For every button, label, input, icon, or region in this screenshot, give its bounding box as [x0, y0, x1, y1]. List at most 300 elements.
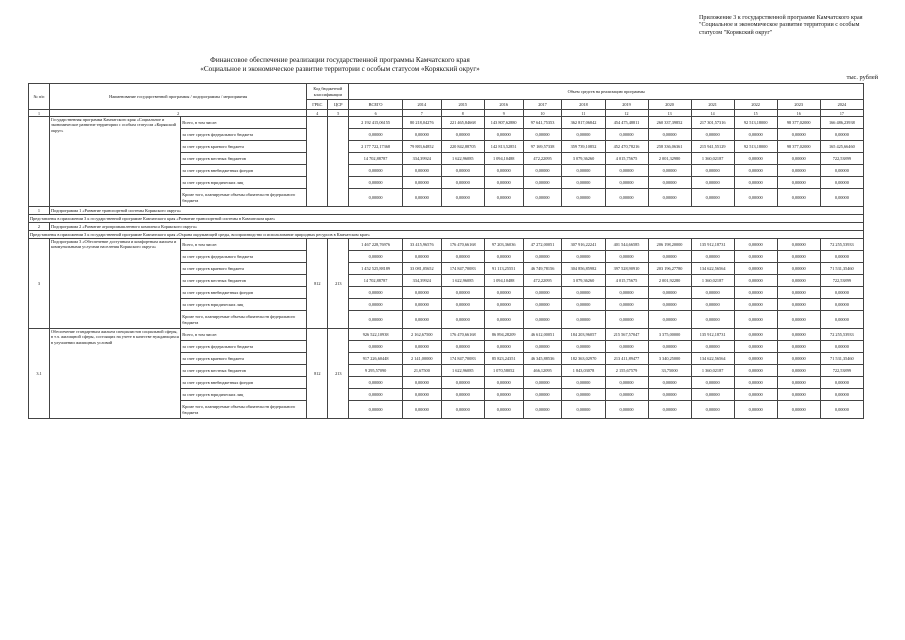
- header-funds: Объем средств на реализацию программы: [349, 84, 864, 100]
- amount-cell: 0,00000: [734, 129, 777, 141]
- amount-cell: 0,00000: [605, 189, 648, 207]
- funding-source: Кроме того, планируемые объемы обязательств федерального бюджета: [181, 189, 307, 207]
- funding-source: за счет средств федерального бюджета: [181, 129, 307, 141]
- csr-code: [328, 117, 349, 207]
- amount-cell: 0,00000: [523, 189, 562, 207]
- amount-cell: 0,00000: [777, 329, 820, 341]
- column-index: 1: [29, 110, 50, 117]
- funding-source: за счет средств краевого бюджета: [181, 263, 307, 275]
- amount-cell: 0,00000: [691, 251, 734, 263]
- amount-cell: 0,00000: [441, 389, 484, 401]
- csr-code: 213: [328, 329, 349, 419]
- funding-source: за счет средств местных бюджетов: [181, 365, 307, 377]
- amount-cell: 0,00000: [648, 251, 691, 263]
- amount-cell: 401 544,66585: [605, 239, 648, 251]
- amount-cell: 0,00000: [648, 377, 691, 389]
- column-index: 4: [307, 110, 328, 117]
- row-number: 1: [29, 207, 50, 215]
- amount-cell: 0,00000: [484, 165, 523, 177]
- amount-cell: 220 842,88705: [441, 141, 484, 153]
- funding-source: за счет средств краевого бюджета: [181, 353, 307, 365]
- funding-source: Всего, в том числе:: [181, 329, 307, 341]
- amount-cell: 0,00000: [648, 401, 691, 419]
- amount-cell: 0,00000: [648, 389, 691, 401]
- amount-cell: 0,00000: [484, 129, 523, 141]
- amount-cell: 142 813,52851: [484, 141, 523, 153]
- amount-cell: 0,00000: [820, 165, 863, 177]
- amount-cell: 0,00000: [605, 287, 648, 299]
- row-number: [29, 117, 50, 207]
- amount-cell: 0,00000: [562, 129, 605, 141]
- annex-line-3: статусом "Корякский округ": [699, 29, 773, 36]
- table-header: [29, 84, 864, 117]
- amount-cell: 0,00000: [691, 177, 734, 189]
- amount-cell: 0,00000: [349, 311, 403, 329]
- amount-cell: 0,00000: [402, 377, 441, 389]
- amount-cell: 0,00000: [777, 189, 820, 207]
- amount-cell: 0,00000: [523, 401, 562, 419]
- amount-cell: 0,00000: [441, 401, 484, 419]
- amount-cell: 2 162,67500: [402, 329, 441, 341]
- header-num: № п/п: [29, 84, 50, 110]
- amount-cell: 3 340,25000: [648, 353, 691, 365]
- amount-cell: 1 360,02187: [691, 275, 734, 287]
- column-index: 10: [523, 110, 562, 117]
- amount-cell: 258 336,06361: [648, 141, 691, 153]
- subprogram-title: Подпрограмма 2 «Развитие агропромышленного комплекса Корякского округа»: [50, 223, 864, 231]
- amount-cell: 0,00000: [691, 341, 734, 353]
- amount-cell: 0,00000: [691, 389, 734, 401]
- amount-cell: 0,00000: [605, 177, 648, 189]
- amount-cell: 215 941,55129: [691, 141, 734, 153]
- amount-cell: 0,00000: [484, 311, 523, 329]
- funding-source: Кроме того, планируемые объемы обязательств федерального бюджета: [181, 401, 307, 419]
- amount-cell: 362 817,06842: [562, 117, 605, 129]
- amount-cell: 0,00000: [734, 189, 777, 207]
- amount-cell: 213 411,89477: [605, 353, 648, 365]
- amount-cell: 0,00000: [734, 401, 777, 419]
- amount-cell: 0,00000: [648, 189, 691, 207]
- amount-cell: 397 528,90910: [605, 263, 648, 275]
- amount-cell: 472,22095: [523, 153, 562, 165]
- amount-cell: 1 843,03078: [562, 365, 605, 377]
- amount-cell: 0,00000: [734, 287, 777, 299]
- amount-cell: 3 079,36260: [562, 275, 605, 287]
- amount-cell: 80 218,04276: [402, 117, 441, 129]
- program-name: Государственная программа Камчатского края «Социальное и экономическое развитие территории с особым статусом «Корякский округ»: [50, 117, 181, 207]
- amount-cell: 33 081,05652: [402, 263, 441, 275]
- amount-cell: 0,00000: [484, 189, 523, 207]
- amount-cell: 206 198,20000: [648, 239, 691, 251]
- amount-cell: 203 196,27780: [648, 263, 691, 275]
- amount-cell: 0,00000: [484, 287, 523, 299]
- amount-cell: 9 295,57090: [349, 365, 403, 377]
- amount-cell: 307 916,22241: [562, 239, 605, 251]
- funding-source: за счет средств местных бюджетов: [181, 153, 307, 165]
- amount-cell: 2 177 722,17368: [349, 141, 403, 153]
- amount-cell: 0,00000: [734, 353, 777, 365]
- funding-source: за счет средств юридических лиц: [181, 177, 307, 189]
- amount-cell: 0,00000: [441, 341, 484, 353]
- amount-cell: 0,00000: [777, 239, 820, 251]
- amount-cell: 0,00000: [648, 165, 691, 177]
- amount-cell: 1 452 525,88189: [349, 263, 403, 275]
- header-year: 2019: [605, 100, 648, 110]
- amount-cell: 0,00000: [605, 251, 648, 263]
- column-index: 11: [562, 110, 605, 117]
- amount-cell: 722,53899: [820, 153, 863, 165]
- amount-cell: 0,00000: [777, 353, 820, 365]
- amount-cell: 165 425,66460: [820, 141, 863, 153]
- amount-cell: 1 622,96085: [441, 275, 484, 287]
- program-name: Подпрограмма 3 «Обеспечение доступным и комфортным жильем и коммунальными услугами населения Корякского округа»: [50, 239, 181, 329]
- title-line-1: Финансовое обеспечение реализации государственной программы Камчатского края: [210, 56, 470, 64]
- amount-cell: 176 470,66168: [441, 329, 484, 341]
- amount-cell: 452 470,78216: [605, 141, 648, 153]
- amount-cell: 0,00000: [562, 177, 605, 189]
- amount-cell: 46 612,00051: [523, 329, 562, 341]
- amount-cell: 0,00000: [523, 341, 562, 353]
- amount-cell: 0,00000: [648, 341, 691, 353]
- amount-cell: 0,00000: [777, 165, 820, 177]
- amount-cell: 0,00000: [648, 299, 691, 311]
- amount-cell: 0,00000: [605, 389, 648, 401]
- amount-cell: 0,00000: [820, 311, 863, 329]
- amount-cell: 2 155,67579: [605, 365, 648, 377]
- amount-cell: 722,53899: [820, 365, 863, 377]
- table-row: [29, 117, 864, 129]
- amount-cell: 47 272,00051: [523, 239, 562, 251]
- table-row: [29, 239, 864, 251]
- amount-cell: 472,22095: [523, 275, 562, 287]
- table-row: [29, 329, 864, 341]
- funding-source: за счет средств юридических лиц: [181, 299, 307, 311]
- funding-source: за счет средств внебюджетных фондов: [181, 165, 307, 177]
- amount-cell: 0,00000: [441, 129, 484, 141]
- amount-cell: 0,00000: [734, 329, 777, 341]
- amount-cell: 0,00000: [691, 287, 734, 299]
- column-index: 17: [820, 110, 863, 117]
- amount-cell: 0,00000: [820, 401, 863, 419]
- amount-cell: 91 113,25551: [484, 263, 523, 275]
- amount-cell: 0,00000: [523, 129, 562, 141]
- column-index: 2: [50, 110, 307, 117]
- grbs-code: 812: [307, 239, 328, 329]
- amount-cell: 0,00000: [484, 389, 523, 401]
- funding-source: за счет средств внебюджетных фондов: [181, 287, 307, 299]
- amount-cell: 0,00000: [734, 165, 777, 177]
- amount-cell: 0,00000: [349, 287, 403, 299]
- amount-cell: 0,00000: [484, 377, 523, 389]
- amount-cell: 0,00000: [441, 251, 484, 263]
- amount-cell: 0,00000: [562, 189, 605, 207]
- row-number: 2: [29, 223, 50, 231]
- amount-cell: 0,00000: [734, 365, 777, 377]
- amount-cell: 334,39924: [402, 153, 441, 165]
- amount-cell: 3 375,00000: [648, 329, 691, 341]
- column-index: 14: [691, 110, 734, 117]
- amount-cell: 2 192 415,06155: [349, 117, 403, 129]
- amount-cell: 0,00000: [691, 129, 734, 141]
- table-body: [29, 117, 864, 419]
- amount-cell: 182 363,02970: [562, 353, 605, 365]
- amount-cell: 334,39924: [402, 275, 441, 287]
- amount-cell: 0,00000: [777, 129, 820, 141]
- header-year: 2016: [484, 100, 523, 110]
- row-number: 3: [29, 239, 50, 329]
- amount-cell: 0,00000: [441, 177, 484, 189]
- funding-source: Всего, в том числе:: [181, 239, 307, 251]
- amount-cell: 0,00000: [734, 239, 777, 251]
- annex-line-1: Приложение 3 к государственной программе Камчатского края: [699, 15, 863, 21]
- amount-cell: 4 015,75675: [605, 153, 648, 165]
- amount-cell: 0,00000: [484, 251, 523, 263]
- amount-cell: 1 094,10488: [484, 153, 523, 165]
- program-name: Обеспечение стандартным жильем специалистов социальной сферы, в т.ч. жилищной сферы, состоящих на учете в качестве нуждающихся в улучшении жилищных условий: [50, 329, 181, 419]
- amount-cell: 0,00000: [820, 341, 863, 353]
- amount-cell: 85 823,24351: [484, 353, 523, 365]
- amount-cell: 0,00000: [441, 287, 484, 299]
- amount-cell: 0,00000: [777, 153, 820, 165]
- amount-cell: 0,00000: [523, 311, 562, 329]
- amount-cell: 0,00000: [402, 401, 441, 419]
- column-index: 16: [777, 110, 820, 117]
- funding-source: за счет средств федерального бюджета: [181, 341, 307, 353]
- header-year: 2021: [691, 100, 734, 110]
- amount-cell: 0,00000: [605, 129, 648, 141]
- funding-source: Кроме того, планируемые объемы обязательств федерального бюджета: [181, 311, 307, 329]
- amount-cell: 0,00000: [349, 341, 403, 353]
- amount-cell: 0,00000: [605, 341, 648, 353]
- amount-cell: 3 079,36260: [562, 153, 605, 165]
- amount-cell: 0,00000: [562, 389, 605, 401]
- amount-cell: 2 141,00000: [402, 353, 441, 365]
- amount-cell: 1 467 228,76976: [349, 239, 403, 251]
- amount-cell: 98 377,02000: [777, 117, 820, 129]
- amount-cell: 0,00000: [691, 401, 734, 419]
- amount-cell: 0,00000: [605, 311, 648, 329]
- amount-cell: 221 465,84668: [441, 117, 484, 129]
- amount-cell: 0,00000: [523, 299, 562, 311]
- column-index-row: [29, 110, 864, 117]
- amount-cell: 0,00000: [484, 299, 523, 311]
- amount-cell: 304 856,85982: [562, 263, 605, 275]
- amount-cell: 0,00000: [691, 311, 734, 329]
- amount-cell: 0,00000: [402, 299, 441, 311]
- funding-source: за счет средств юридических лиц: [181, 389, 307, 401]
- amount-cell: 0,00000: [734, 377, 777, 389]
- amount-cell: 0,00000: [441, 165, 484, 177]
- header-name: Наименование государственной программы / подпрограммы / мероприятия: [50, 84, 307, 110]
- subprogram-note-row: [29, 215, 864, 223]
- header-total: ВСЕГО: [349, 100, 403, 110]
- funding-source: за счет средств федерального бюджета: [181, 251, 307, 263]
- amount-cell: 1 622,96085: [441, 365, 484, 377]
- amount-cell: 1 360,02187: [691, 153, 734, 165]
- amount-cell: 0,00000: [441, 311, 484, 329]
- amount-cell: 0,00000: [820, 389, 863, 401]
- amount-cell: 0,00000: [523, 177, 562, 189]
- funding-source: за счет средств внебюджетных фондов: [181, 377, 307, 389]
- amount-cell: 4 015,75675: [605, 275, 648, 287]
- amount-cell: 359 739,10852: [562, 141, 605, 153]
- amount-cell: 134 622,56564: [691, 263, 734, 275]
- subprogram-row: [29, 223, 864, 231]
- amount-cell: 0,00000: [777, 287, 820, 299]
- amount-cell: 0,00000: [777, 365, 820, 377]
- amount-cell: 0,00000: [734, 251, 777, 263]
- title-line-2: «Социальное и экономическое развитие территории с особым статусом «Корякский округ»: [200, 64, 480, 73]
- amount-cell: 0,00000: [562, 165, 605, 177]
- header-year: 2017: [523, 100, 562, 110]
- header-year: 2018: [562, 100, 605, 110]
- amount-cell: 0,00000: [441, 189, 484, 207]
- amount-cell: 72 255,53933: [820, 329, 863, 341]
- amount-cell: 143 807,62880: [484, 117, 523, 129]
- amount-cell: 0,00000: [648, 287, 691, 299]
- amount-cell: 0,00000: [441, 377, 484, 389]
- header-year: 2015: [441, 100, 484, 110]
- amount-cell: 0,00000: [523, 377, 562, 389]
- amount-cell: 71 531,35460: [820, 353, 863, 365]
- subprogram-note: Представлены в приложении 3 к государственной программе Камчатского края «Развитие транспортной системы в Камчатском крае»: [29, 215, 864, 223]
- amount-cell: 0,00000: [777, 299, 820, 311]
- amount-cell: 184 203,96057: [562, 329, 605, 341]
- amount-cell: 174 847,70083: [441, 263, 484, 275]
- amount-cell: 0,00000: [648, 129, 691, 141]
- column-index: 15: [734, 110, 777, 117]
- amount-cell: 0,00000: [777, 275, 820, 287]
- funding-source: за счет средств краевого бюджета: [181, 141, 307, 153]
- header-year: 2023: [777, 100, 820, 110]
- amount-cell: 0,00000: [402, 129, 441, 141]
- header-year: 2014: [402, 100, 441, 110]
- amount-cell: 1 360,02187: [691, 365, 734, 377]
- header-year: 2020: [648, 100, 691, 110]
- amount-cell: 0,00000: [349, 251, 403, 263]
- amount-cell: 0,00000: [349, 189, 403, 207]
- amount-cell: 0,00000: [734, 311, 777, 329]
- amount-cell: 86 894,28209: [484, 329, 523, 341]
- amount-cell: 0,00000: [734, 341, 777, 353]
- amount-cell: 0,00000: [820, 177, 863, 189]
- amount-cell: 92 513,18000: [734, 117, 777, 129]
- amount-cell: 0,00000: [777, 177, 820, 189]
- amount-cell: 1 622,96085: [441, 153, 484, 165]
- amount-cell: 71 531,35460: [820, 263, 863, 275]
- amount-cell: 14 702,88787: [349, 275, 403, 287]
- amount-cell: 0,00000: [562, 341, 605, 353]
- amount-cell: 0,00000: [691, 165, 734, 177]
- units-label: тыс. рублей: [846, 74, 878, 81]
- amount-cell: 0,00000: [484, 401, 523, 419]
- amount-cell: 0,00000: [777, 389, 820, 401]
- amount-cell: 466,12095: [523, 365, 562, 377]
- amount-cell: 0,00000: [820, 129, 863, 141]
- amount-cell: 134 622,56564: [691, 353, 734, 365]
- column-index: 6: [349, 110, 403, 117]
- amount-cell: 97 169,57338: [523, 141, 562, 153]
- amount-cell: 33 415,96576: [402, 239, 441, 251]
- amount-cell: 0,00000: [349, 389, 403, 401]
- amount-cell: 2 001,92280: [648, 275, 691, 287]
- amount-cell: 0,00000: [402, 165, 441, 177]
- grbs-code: 812: [307, 329, 328, 419]
- amount-cell: 72 255,53933: [820, 239, 863, 251]
- amount-cell: 0,00000: [562, 251, 605, 263]
- amount-cell: 0,00000: [562, 377, 605, 389]
- amount-cell: 926 522,10938: [349, 329, 403, 341]
- amount-cell: 79 883,64852: [402, 141, 441, 153]
- amount-cell: 1 094,10488: [484, 275, 523, 287]
- amount-cell: 0,00000: [562, 287, 605, 299]
- amount-cell: 0,00000: [777, 263, 820, 275]
- amount-cell: 215 567,57047: [605, 329, 648, 341]
- amount-cell: 0,00000: [562, 311, 605, 329]
- amount-cell: 21,67500: [402, 365, 441, 377]
- amount-cell: 1 070,58052: [484, 365, 523, 377]
- annex-line-2: "Социальное и экономическое развитие территории с особым: [699, 22, 860, 29]
- amount-cell: 0,00000: [349, 377, 403, 389]
- column-index: 12: [605, 110, 648, 117]
- financing-table: [28, 83, 864, 419]
- column-index: 7: [402, 110, 441, 117]
- amount-cell: 0,00000: [734, 299, 777, 311]
- amount-cell: 97 203,36036: [484, 239, 523, 251]
- amount-cell: 0,00000: [349, 165, 403, 177]
- amount-cell: 454 475,48811: [605, 117, 648, 129]
- amount-cell: 0,00000: [441, 299, 484, 311]
- amount-cell: 0,00000: [523, 287, 562, 299]
- amount-cell: 0,00000: [402, 189, 441, 207]
- header-csr: ЦСР: [328, 100, 349, 110]
- amount-cell: 46 749,78156: [523, 263, 562, 275]
- header-year: 2024: [820, 100, 863, 110]
- amount-cell: 0,00000: [402, 251, 441, 263]
- amount-cell: 0,00000: [349, 299, 403, 311]
- amount-cell: 0,00000: [648, 177, 691, 189]
- amount-cell: 97 641,75353: [523, 117, 562, 129]
- amount-cell: 0,00000: [402, 389, 441, 401]
- amount-cell: 0,00000: [605, 377, 648, 389]
- amount-cell: 0,00000: [605, 165, 648, 177]
- amount-cell: 0,00000: [562, 299, 605, 311]
- funding-source: за счет средств местных бюджетов: [181, 275, 307, 287]
- amount-cell: 722,53899: [820, 275, 863, 287]
- column-index: 9: [484, 110, 523, 117]
- amount-cell: 0,00000: [820, 299, 863, 311]
- header-budget-code: Код бюджетной классификации: [307, 84, 349, 100]
- amount-cell: 917 226,60448: [349, 353, 403, 365]
- amount-cell: 0,00000: [648, 311, 691, 329]
- amount-cell: 0,00000: [484, 341, 523, 353]
- amount-cell: 0,00000: [349, 177, 403, 189]
- grbs-code: [307, 117, 328, 207]
- amount-cell: 0,00000: [820, 377, 863, 389]
- amount-cell: 0,00000: [820, 287, 863, 299]
- amount-cell: 174 847,70083: [441, 353, 484, 365]
- amount-cell: 0,00000: [562, 401, 605, 419]
- column-index: 8: [441, 110, 484, 117]
- annex-note: [699, 15, 899, 37]
- amount-cell: 0,00000: [734, 153, 777, 165]
- amount-cell: 217 301,57316: [691, 117, 734, 129]
- amount-cell: 0,00000: [734, 177, 777, 189]
- amount-cell: 176 470,66168: [441, 239, 484, 251]
- amount-cell: 46 345,88536: [523, 353, 562, 365]
- header-year: 2022: [734, 100, 777, 110]
- amount-cell: 0,00000: [777, 377, 820, 389]
